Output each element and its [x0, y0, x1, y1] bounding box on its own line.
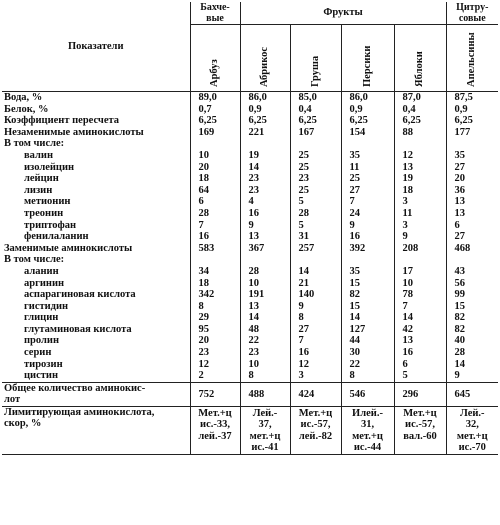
cell-value: 12 — [290, 359, 341, 371]
cell-value: 48 — [240, 324, 290, 336]
cell-value: 36 — [446, 185, 498, 197]
cell-value: 86,0 — [240, 92, 290, 104]
total-row — [2, 382, 498, 406]
cell-value: 28 — [240, 266, 290, 278]
cell-value: 6,25 — [190, 115, 240, 127]
cell-value — [341, 254, 394, 266]
cell-value: 11 — [341, 162, 394, 174]
cell-value: 13 — [240, 301, 290, 313]
cell-value: 583 — [190, 243, 240, 255]
cell-value: 15 — [341, 278, 394, 290]
cell-value: 7 — [394, 301, 446, 313]
total-value: 645 — [446, 382, 498, 406]
cell-value: 10 — [240, 278, 290, 290]
cell-value: 3 — [394, 220, 446, 232]
cell-value: 0,4 — [394, 104, 446, 116]
cell-value: 7 — [190, 220, 240, 232]
cell-value: 392 — [341, 243, 394, 255]
limiting-value: Мет.+ц ис.-33, лей.-37 — [190, 407, 240, 455]
cell-value: 6 — [446, 220, 498, 232]
cell-value: 13 — [394, 335, 446, 347]
cell-value: 16 — [190, 231, 240, 243]
cell-value: 25 — [290, 150, 341, 162]
cell-value: 14 — [240, 162, 290, 174]
cell-value: 177 — [446, 127, 498, 139]
table-row — [2, 185, 498, 197]
table-row — [2, 220, 498, 232]
cell-value: 56 — [446, 278, 498, 290]
column-header — [341, 25, 394, 92]
cell-value: 27 — [290, 324, 341, 336]
cell-value: 23 — [290, 173, 341, 185]
table-row — [2, 138, 498, 150]
row-label: цистин — [24, 370, 59, 382]
cell-value: 8 — [341, 370, 394, 382]
cell-value: 7 — [341, 196, 394, 208]
row-label: гистидин — [24, 300, 69, 312]
table-row — [2, 173, 498, 185]
limiting-value: Илей.- 31, мет.+ц ис.-44 — [341, 407, 394, 455]
amino-acid-table — [2, 2, 498, 455]
cell-value — [446, 138, 498, 150]
cell-value: 13 — [240, 231, 290, 243]
cell-value: 20 — [446, 173, 498, 185]
cell-value: 7 — [290, 335, 341, 347]
total-value: 546 — [341, 382, 394, 406]
cell-value — [290, 254, 341, 266]
cell-value: 95 — [190, 324, 240, 336]
row-label: Коэффициент пересчета — [4, 115, 120, 127]
cell-value: 20 — [190, 162, 240, 174]
cell-value: 24 — [341, 208, 394, 220]
cell-value: 0,4 — [290, 104, 341, 116]
cell-value: 28 — [190, 208, 240, 220]
row-label: пролин — [24, 335, 59, 347]
column-header-label: Груша — [309, 55, 321, 87]
cell-value: 0,9 — [240, 104, 290, 116]
cell-value: 28 — [446, 347, 498, 359]
cell-value: 191 — [240, 289, 290, 301]
cell-value: 6 — [190, 196, 240, 208]
row-label: треонин — [24, 207, 64, 219]
cell-value: 13 — [394, 162, 446, 174]
cell-value: 9 — [240, 220, 290, 232]
column-header-label: Апельсины — [466, 32, 478, 87]
table-row — [2, 335, 498, 347]
total-value: 752 — [190, 382, 240, 406]
cell-value: 208 — [394, 243, 446, 255]
cell-value: 9 — [290, 301, 341, 313]
row-label: аланин — [24, 265, 59, 277]
table-row — [2, 115, 498, 127]
row-label: В том числе: — [4, 138, 65, 150]
limiting-value: Лей.- 32, мет.+ц ис.-70 — [446, 407, 498, 455]
row-label: лейцин — [24, 173, 59, 185]
cell-value — [190, 254, 240, 266]
column-header — [240, 25, 290, 92]
cell-value: 30 — [341, 347, 394, 359]
row-label: тирозин — [24, 358, 63, 370]
cell-value: 367 — [240, 243, 290, 255]
table-row — [2, 127, 498, 139]
cell-value: 14 — [394, 312, 446, 324]
table-row — [2, 278, 498, 290]
column-header — [290, 25, 341, 92]
cell-value: 10 — [190, 150, 240, 162]
header-melon-group: Бахче-вые — [190, 2, 240, 25]
cell-value: 17 — [394, 266, 446, 278]
row-label: глутаминовая кислота — [24, 323, 132, 335]
cell-value: 35 — [341, 266, 394, 278]
cell-value: 14 — [446, 359, 498, 371]
cell-value — [446, 254, 498, 266]
cell-value: 12 — [394, 150, 446, 162]
table-row — [2, 92, 498, 104]
cell-value: 5 — [290, 196, 341, 208]
total-value: 296 — [394, 382, 446, 406]
row-label: Заменимые аминокислоты — [4, 242, 133, 254]
table-row — [2, 370, 498, 382]
cell-value: 27 — [446, 231, 498, 243]
cell-value: 87,5 — [446, 92, 498, 104]
cell-value: 28 — [290, 208, 341, 220]
cell-value: 27 — [341, 185, 394, 197]
cell-value — [341, 138, 394, 150]
cell-value: 31 — [290, 231, 341, 243]
row-label: валин — [24, 149, 54, 161]
cell-value: 6,25 — [446, 115, 498, 127]
total-value: 488 — [240, 382, 290, 406]
cell-value: 34 — [190, 266, 240, 278]
cell-value: 4 — [240, 196, 290, 208]
table-row — [2, 162, 498, 174]
cell-value: 5 — [394, 370, 446, 382]
row-label: аспарагиновая кислота — [24, 289, 136, 301]
cell-value: 140 — [290, 289, 341, 301]
column-header — [394, 25, 446, 92]
cell-value: 23 — [240, 185, 290, 197]
limiting-value: Мет.+ц ис.-57, лей.-82 — [290, 407, 341, 455]
cell-value: 25 — [290, 162, 341, 174]
total-label: Общее количество аминокис- лот — [2, 382, 190, 406]
table-body — [2, 92, 498, 455]
cell-value: 35 — [446, 150, 498, 162]
cell-value: 23 — [240, 347, 290, 359]
row-label: серин — [24, 347, 52, 359]
cell-value: 20 — [190, 335, 240, 347]
cell-value: 86,0 — [341, 92, 394, 104]
column-header-label: Абрикос — [259, 46, 270, 87]
cell-value: 15 — [446, 301, 498, 313]
cell-value — [240, 254, 290, 266]
cell-value: 40 — [446, 335, 498, 347]
cell-value: 88 — [394, 127, 446, 139]
cell-value: 42 — [394, 324, 446, 336]
row-label: аргинин — [24, 277, 65, 289]
cell-value: 0,9 — [341, 104, 394, 116]
cell-value: 22 — [341, 359, 394, 371]
cell-value: 154 — [341, 127, 394, 139]
limiting-row — [2, 407, 498, 455]
cell-value: 18 — [190, 173, 240, 185]
cell-value: 22 — [240, 335, 290, 347]
row-label: Незаменимые аминокислоты — [4, 126, 144, 138]
cell-value: 16 — [394, 347, 446, 359]
cell-value: 12 — [190, 359, 240, 371]
cell-value: 14 — [240, 312, 290, 324]
cell-value: 25 — [341, 173, 394, 185]
limiting-value: Мет.+ц ис.-57, вал.-60 — [394, 407, 446, 455]
cell-value: 167 — [290, 127, 341, 139]
cell-value: 221 — [240, 127, 290, 139]
cell-value: 82 — [446, 324, 498, 336]
cell-value — [394, 254, 446, 266]
row-label: метионин — [24, 196, 71, 208]
row-label: Вода, % — [4, 92, 43, 103]
cell-value: 78 — [394, 289, 446, 301]
cell-value: 9 — [394, 231, 446, 243]
cell-value: 29 — [190, 312, 240, 324]
cell-value: 25 — [290, 185, 341, 197]
cell-value: 10 — [394, 278, 446, 290]
table-row — [2, 347, 498, 359]
header-fruits-group: Фрукты — [240, 2, 446, 25]
cell-value: 89,0 — [190, 92, 240, 104]
table-row — [2, 301, 498, 313]
cell-value: 127 — [341, 324, 394, 336]
cell-value: 21 — [290, 278, 341, 290]
cell-value: 23 — [190, 347, 240, 359]
cell-value: 8 — [240, 370, 290, 382]
cell-value: 3 — [394, 196, 446, 208]
cell-value: 23 — [240, 173, 290, 185]
cell-value: 43 — [446, 266, 498, 278]
cell-value: 14 — [290, 266, 341, 278]
cell-value: 82 — [341, 289, 394, 301]
cell-value: 6,25 — [341, 115, 394, 127]
table-row — [2, 289, 498, 301]
amino-acid-table-container — [2, 2, 498, 455]
cell-value: 16 — [341, 231, 394, 243]
cell-value — [394, 138, 446, 150]
cell-value — [190, 138, 240, 150]
table-row — [2, 196, 498, 208]
total-value: 424 — [290, 382, 341, 406]
cell-value: 6,25 — [394, 115, 446, 127]
header-citrus-group: Цитру-совые — [446, 2, 498, 25]
indicators-header: Показатели — [2, 2, 190, 92]
cell-value — [290, 138, 341, 150]
cell-value: 8 — [190, 301, 240, 313]
cell-value: 2 — [190, 370, 240, 382]
table-row — [2, 359, 498, 371]
cell-value: 18 — [190, 278, 240, 290]
cell-value: 11 — [394, 208, 446, 220]
cell-value: 82 — [446, 312, 498, 324]
cell-value: 468 — [446, 243, 498, 255]
cell-value — [240, 138, 290, 150]
row-label: Белок, % — [4, 103, 49, 115]
cell-value: 5 — [290, 220, 341, 232]
cell-value: 342 — [190, 289, 240, 301]
cell-value: 14 — [341, 312, 394, 324]
cell-value: 27 — [446, 162, 498, 174]
table-row — [2, 104, 498, 116]
row-label: фенилаланин — [24, 231, 89, 243]
cell-value: 16 — [240, 208, 290, 220]
table-row — [2, 231, 498, 243]
cell-value: 6 — [394, 359, 446, 371]
cell-value: 15 — [341, 301, 394, 313]
row-label: триптофан — [24, 219, 77, 231]
table-row — [2, 312, 498, 324]
cell-value: 18 — [394, 185, 446, 197]
column-header — [190, 25, 240, 92]
row-label: лизин — [24, 184, 53, 196]
table-row — [2, 254, 498, 266]
cell-value: 6,25 — [240, 115, 290, 127]
cell-value: 87,0 — [394, 92, 446, 104]
table-row — [2, 266, 498, 278]
column-header-label: Персики — [361, 45, 373, 87]
row-label: изолейцин — [24, 161, 75, 173]
row-label: В том числе: — [4, 254, 65, 266]
column-header-label: Яблоки — [414, 51, 425, 87]
cell-value: 8 — [290, 312, 341, 324]
cell-value: 10 — [240, 359, 290, 371]
cell-value: 19 — [240, 150, 290, 162]
cell-value: 99 — [446, 289, 498, 301]
cell-value: 9 — [341, 220, 394, 232]
cell-value: 16 — [290, 347, 341, 359]
cell-value: 44 — [341, 335, 394, 347]
table-row — [2, 150, 498, 162]
limiting-value: Лей.- 37, мет.+ц ис.-41 — [240, 407, 290, 455]
column-header — [446, 25, 498, 92]
cell-value: 13 — [446, 196, 498, 208]
table-row — [2, 243, 498, 255]
cell-value: 9 — [446, 370, 498, 382]
limiting-label: Лимитирующая аминокислота, скор, % — [2, 407, 190, 455]
column-header-label: Арбуз — [209, 59, 220, 87]
cell-value: 6,25 — [290, 115, 341, 127]
cell-value: 3 — [290, 370, 341, 382]
table-row — [2, 208, 498, 220]
row-label: глицин — [24, 312, 59, 324]
cell-value: 13 — [446, 208, 498, 220]
table-row — [2, 324, 498, 336]
cell-value: 85,0 — [290, 92, 341, 104]
cell-value: 19 — [394, 173, 446, 185]
cell-value: 169 — [190, 127, 240, 139]
cell-value: 257 — [290, 243, 341, 255]
cell-value: 64 — [190, 185, 240, 197]
cell-value: 0,9 — [446, 104, 498, 116]
cell-value: 0,7 — [190, 104, 240, 116]
cell-value: 35 — [341, 150, 394, 162]
